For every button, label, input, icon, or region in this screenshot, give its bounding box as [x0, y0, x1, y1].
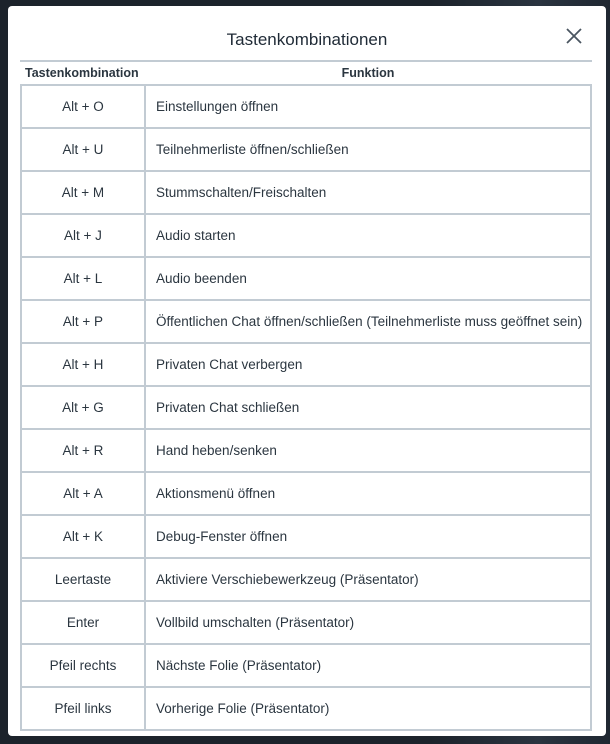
- table-row: [21, 601, 591, 644]
- close-button[interactable]: [564, 26, 584, 46]
- shortcut-function: Debug-Fenster öffnen: [145, 515, 591, 558]
- table-row: [21, 343, 591, 386]
- shortcut-key: Alt + J: [21, 214, 145, 257]
- column-header-shortcut: Tastenkombination: [21, 62, 145, 85]
- table-row: [21, 472, 591, 515]
- table-header-row: [21, 62, 591, 85]
- table-row: [21, 257, 591, 300]
- table-row: [21, 644, 591, 687]
- shortcut-function: Audio beenden: [145, 257, 591, 300]
- shortcut-key: Leertaste: [21, 558, 145, 601]
- table-row: [21, 171, 591, 214]
- shortcut-function: Vollbild umschalten (Präsentator): [145, 601, 591, 644]
- shortcut-key: Alt + A: [21, 472, 145, 515]
- close-icon: [564, 26, 584, 46]
- shortcut-key: Alt + H: [21, 343, 145, 386]
- shortcut-key: Alt + U: [21, 128, 145, 171]
- shortcut-key: Alt + O: [21, 85, 145, 128]
- shortcut-key: Alt + M: [21, 171, 145, 214]
- shortcut-key: Alt + R: [21, 429, 145, 472]
- shortcut-function: Vorherige Folie (Präsentator): [145, 687, 591, 730]
- shortcuts-table-container: [20, 60, 592, 731]
- shortcut-key: Alt + P: [21, 300, 145, 343]
- table-row: [21, 515, 591, 558]
- shortcut-key: Pfeil links: [21, 687, 145, 730]
- shortcut-function: Einstellungen öffnen: [145, 85, 591, 128]
- table-row: [21, 558, 591, 601]
- column-header-function: Funktion: [145, 62, 591, 85]
- table-row: [21, 429, 591, 472]
- shortcut-key: Alt + G: [21, 386, 145, 429]
- table-row: [21, 687, 591, 730]
- shortcut-function: Privaten Chat verbergen: [145, 343, 591, 386]
- table-row: [21, 85, 591, 128]
- modal-title: Tastenkombinationen: [226, 30, 388, 49]
- shortcut-function: Hand heben/senken: [145, 429, 591, 472]
- shortcut-function: Nächste Folie (Präsentator): [145, 644, 591, 687]
- shortcut-key: Pfeil rechts: [21, 644, 145, 687]
- table-row: [21, 300, 591, 343]
- table-row: [21, 386, 591, 429]
- shortcut-function: Aktiviere Verschiebewerkzeug (Präsentator): [145, 558, 591, 601]
- shortcut-function: Audio starten: [145, 214, 591, 257]
- shortcut-function: Privaten Chat schließen: [145, 386, 591, 429]
- shortcut-function: Teilnehmerliste öffnen/schließen: [145, 128, 591, 171]
- shortcut-function: Aktionsmenü öffnen: [145, 472, 591, 515]
- shortcuts-table: [20, 62, 592, 731]
- shortcut-function: Stummschalten/Freischalten: [145, 171, 591, 214]
- shortcut-key: Alt + L: [21, 257, 145, 300]
- shortcut-key: Alt + K: [21, 515, 145, 558]
- shortcut-key: Enter: [21, 601, 145, 644]
- shortcuts-modal: [8, 6, 606, 736]
- shortcut-function: Öffentlichen Chat öffnen/schließen (Teilnehmerliste muss geöffnet sein): [145, 300, 591, 343]
- table-row: [21, 128, 591, 171]
- table-row: [21, 214, 591, 257]
